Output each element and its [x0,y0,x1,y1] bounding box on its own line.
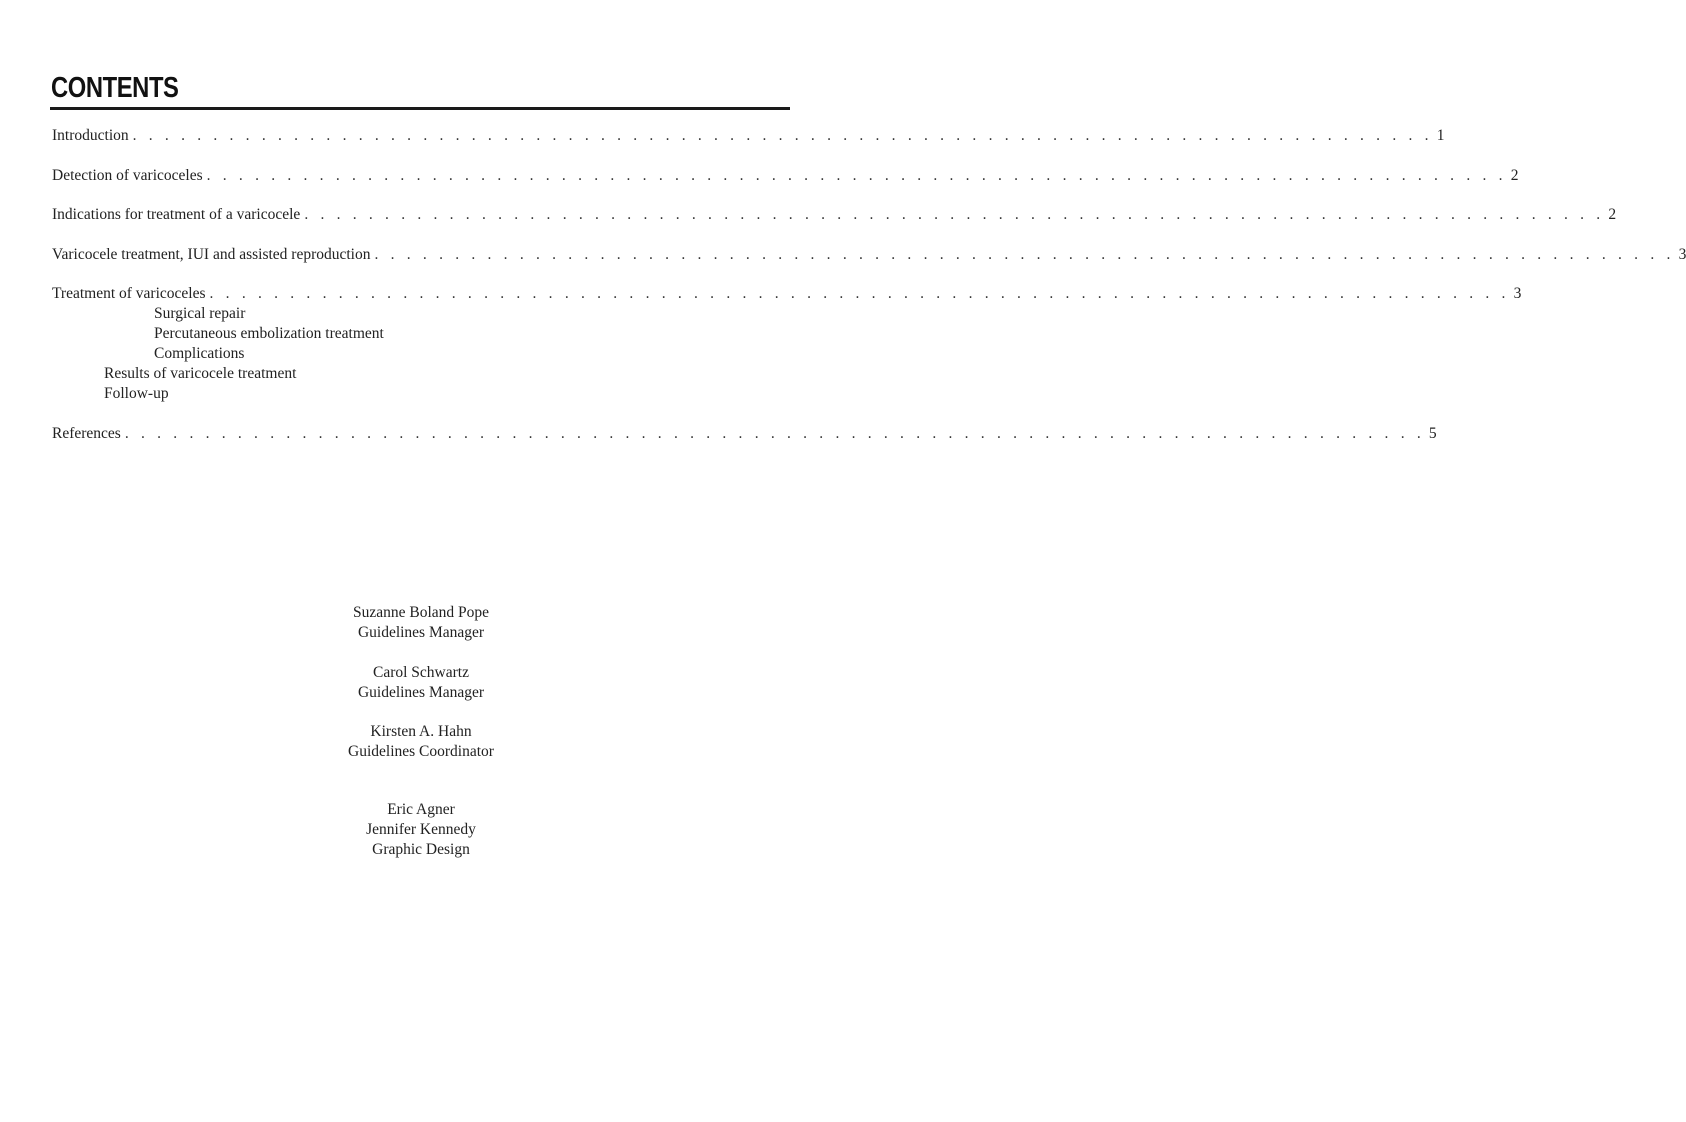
toc-entry-label: Introduction [52,127,129,144]
credit-name: Jennifer Kennedy [366,821,476,838]
toc-entry-detection[interactable] [52,166,1519,186]
toc-page-number: 1 [1436,127,1445,144]
toc-page-number: 3 [1678,245,1686,263]
toc-entry-label: Detection of varicoceles [52,166,203,184]
heading-rule [50,107,790,110]
credit-name: Suzanne Boland Pope [352,604,490,621]
credit-role: Guidelines Coordinator [348,743,494,760]
toc-entry-label: References [52,424,121,442]
toc-entry-iui[interactable] [52,245,1686,265]
toc-entry-treatment[interactable] [52,284,1522,304]
credit-group [0,663,842,703]
credit-name: Eric Agner [387,801,455,818]
toc-page-number: 2 [1510,166,1519,184]
toc-subentry-embolization[interactable]: Percutaneous embolization treatment [154,325,384,342]
toc-page-number: 2 [1608,206,1617,223]
credit-name: Kirsten A. Hahn [370,723,472,740]
credit-group [0,603,842,643]
toc-entry-indications[interactable] [52,205,1617,225]
dot-leader: . . . . . . . . . . . . . . . . . . . . . . . . . . . . . . . . . . . . . . . . . . . . . . . . . . . . . . . . . . . . . . . . . . . . . . . . . . . . . . . . . [209,285,1510,302]
toc-entry-label: Treatment of varicoceles [52,285,206,302]
credit-role: Guidelines Manager [357,683,485,701]
toc-subentry-complications[interactable]: Complications [154,345,245,362]
credit-group [0,722,842,762]
staff-credits [0,603,842,880]
credit-name: Carol Schwartz [373,663,469,681]
dot-leader: . . . . . . . . . . . . . . . . . . . . . . . . . . . . . . . . . . . . . . . . . . . . . . . . . . . . . . . . . . . . . . . . . . . . . . . . . . . . . . . . . [374,245,1675,263]
toc-page-number: 5 [1428,424,1437,442]
credit-role: Guidelines Manager [357,624,485,641]
dot-leader: . . . . . . . . . . . . . . . . . . . . . . . . . . . . . . . . . . . . . . . . . . . . . . . . . . . . . . . . . . . . . . . . . . . . . . . . . . . . . . . . . [132,127,1433,144]
toc-entry-introduction[interactable] [52,126,1445,146]
credit-group [0,800,842,860]
toc-page-number: 3 [1513,285,1522,302]
toc-entry-label: Indications for treatment of a varicocele [52,206,301,223]
dot-leader: . . . . . . . . . . . . . . . . . . . . . . . . . . . . . . . . . . . . . . . . . . . . . . . . . . . . . . . . . . . . . . . . . . . . . . . . . . . . . . . . . [206,166,1507,184]
toc-subentry-results[interactable]: Results of varicocele treatment [104,365,297,382]
toc-entry-label: Varicocele treatment, IUI and assisted reproduction [52,245,371,263]
toc-subentry-follow-up[interactable]: Follow-up [104,385,169,402]
toc-subentry-surgical-repair[interactable]: Surgical repair [154,305,246,322]
dot-leader: . . . . . . . . . . . . . . . . . . . . . . . . . . . . . . . . . . . . . . . . . . . . . . . . . . . . . . . . . . . . . . . . . . . . . . . . . . . . . . . . . [304,206,1605,223]
dot-leader: . . . . . . . . . . . . . . . . . . . . . . . . . . . . . . . . . . . . . . . . . . . . . . . . . . . . . . . . . . . . . . . . . . . . . . . . . . . . . . . . . [124,424,1425,442]
toc-entry-references[interactable] [52,424,1437,444]
credit-role: Graphic Design [372,841,470,858]
contents-heading: CONTENTS [51,72,179,104]
table-of-contents [52,126,1686,444]
